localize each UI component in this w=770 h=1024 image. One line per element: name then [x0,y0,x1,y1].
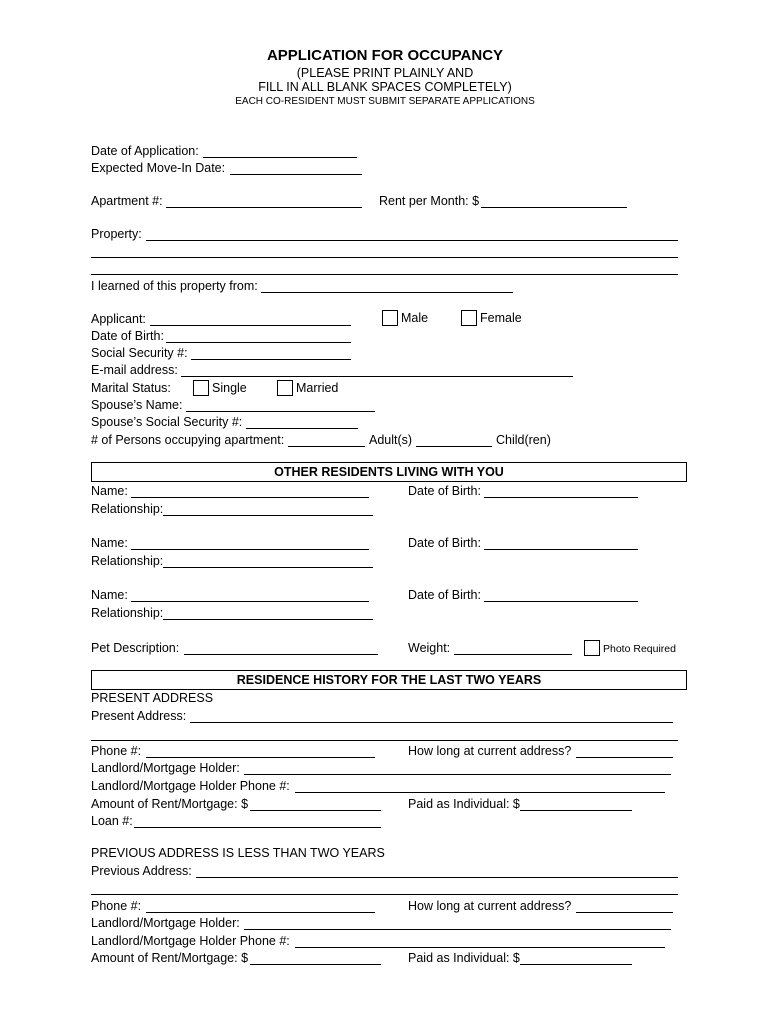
rent-per-month-label: Rent per Month: $ [379,194,480,208]
resident-3-name-field[interactable] [131,601,369,602]
date-of-application-label: Date of Application: [91,144,199,158]
marital-status-label: Marital Status: [91,381,171,395]
married-checkbox[interactable] [277,380,293,396]
present-amount-field[interactable] [250,810,381,811]
male-checkbox[interactable] [382,310,398,326]
present-phone-field[interactable] [146,757,375,758]
spouse-name-field[interactable] [186,411,375,412]
present-address-field-1[interactable] [190,722,673,723]
spouse-name-label: Spouse’s Name: [91,398,183,412]
present-amount-label: Amount of Rent/Mortgage: $ [91,797,249,811]
persons-label: # of Persons occupying apartment: [91,433,285,447]
resident-2-name-field[interactable] [131,549,369,550]
present-phone-label: Phone #: [91,744,142,758]
resident-1-name-field[interactable] [131,497,369,498]
male-label: Male [401,311,429,325]
previous-paid-individual-label: Paid as Individual: $ [408,951,520,965]
resident-3-dob-label: Date of Birth: [408,588,481,602]
photo-required-checkbox[interactable] [584,640,600,656]
other-residents-heading-text: OTHER RESIDENTS LIVING WITH YOU [274,465,504,479]
form-title: APPLICATION FOR OCCUPANCY [266,47,504,64]
expected-move-in-label: Expected Move-In Date: [91,161,226,175]
apartment-field[interactable] [166,207,362,208]
present-address-heading: PRESENT ADDRESS [91,691,214,705]
previous-landlord-field[interactable] [244,929,671,930]
present-landlord-phone-label: Landlord/Mortgage Holder Phone #: [91,779,290,793]
previous-address-heading: PREVIOUS ADDRESS IS LESS THAN TWO YEARS [91,846,385,860]
previous-paid-individual-field[interactable] [520,964,632,965]
property-label: Property: [91,227,142,241]
property-field-3[interactable] [91,274,678,275]
female-label: Female [480,311,522,325]
previous-address-field-2[interactable] [91,894,678,895]
loan-label: Loan #: [91,814,133,828]
present-landlord-phone-field[interactable] [295,792,665,793]
present-paid-individual-label: Paid as Individual: $ [408,797,520,811]
previous-how-long-field[interactable] [576,912,673,913]
single-checkbox[interactable] [193,380,209,396]
previous-phone-label: Phone #: [91,899,142,913]
single-label: Single [212,381,247,395]
applicant-label: Applicant: [91,312,146,326]
ssn-label: Social Security #: [91,346,188,360]
dob-field[interactable] [166,342,351,343]
pet-description-field[interactable] [184,654,378,655]
resident-1-dob-field[interactable] [484,497,638,498]
photo-required-label: Photo Required [603,643,676,655]
previous-how-long-label: How long at current address? [408,899,572,913]
weight-label: Weight: [408,641,451,655]
previous-amount-field[interactable] [250,964,381,965]
present-landlord-field[interactable] [244,774,671,775]
adults-label: Adult(s) [369,433,413,447]
dob-label: Date of Birth: [91,329,164,343]
previous-landlord-phone-field[interactable] [295,947,665,948]
loan-field[interactable] [134,827,381,828]
property-field-1[interactable] [146,240,678,241]
form-subtitle-3: EACH CO-RESIDENT MUST SUBMIT SEPARATE APPLICATIONS [235,96,535,107]
married-label: Married [296,381,339,395]
weight-field[interactable] [454,654,572,655]
spouse-ssn-field[interactable] [246,428,358,429]
resident-3-relationship-label: Relationship: [91,606,164,620]
form-subtitle-1: (PLEASE PRINT PLAINLY AND [296,66,474,80]
resident-1-relationship-label: Relationship: [91,502,164,516]
ssn-field[interactable] [191,359,351,360]
previous-address-field-1[interactable] [196,877,678,878]
present-paid-individual-field[interactable] [520,810,632,811]
resident-3-relationship-field[interactable] [163,619,373,620]
resident-2-relationship-label: Relationship: [91,554,164,568]
resident-1-dob-label: Date of Birth: [408,484,481,498]
previous-amount-label: Amount of Rent/Mortgage: $ [91,951,249,965]
resident-1-name-label: Name: [91,484,128,498]
date-of-application-field[interactable] [203,157,357,158]
learned-from-label: I learned of this property from: [91,279,258,293]
adults-field[interactable] [288,446,365,447]
learned-from-field[interactable] [261,292,513,293]
apartment-label: Apartment #: [91,194,163,208]
resident-2-dob-field[interactable] [484,549,638,550]
present-address-label: Present Address: [91,709,187,723]
resident-2-name-label: Name: [91,536,128,550]
present-landlord-label: Landlord/Mortgage Holder: [91,761,240,775]
present-how-long-field[interactable] [576,757,673,758]
email-label: E-mail address: [91,363,178,377]
form-subtitle-2: FILL IN ALL BLANK SPACES COMPLETELY) [258,80,512,94]
email-field[interactable] [181,376,573,377]
previous-landlord-label: Landlord/Mortgage Holder: [91,916,240,930]
resident-3-name-label: Name: [91,588,128,602]
applicant-field[interactable] [150,325,351,326]
previous-address-label: Previous Address: [91,864,192,878]
expected-move-in-field[interactable] [230,174,362,175]
property-field-2[interactable] [91,257,678,258]
resident-2-dob-label: Date of Birth: [408,536,481,550]
residence-history-heading-text: RESIDENCE HISTORY FOR THE LAST TWO YEARS [236,673,542,687]
previous-landlord-phone-label: Landlord/Mortgage Holder Phone #: [91,934,290,948]
other-residents-heading [91,462,687,482]
previous-phone-field[interactable] [146,912,375,913]
present-how-long-label: How long at current address? [408,744,572,758]
female-checkbox[interactable] [461,310,477,326]
rent-per-month-field[interactable] [481,207,627,208]
resident-2-relationship-field[interactable] [163,567,373,568]
children-field[interactable] [416,446,492,447]
pet-description-label: Pet Description: [91,641,180,655]
present-address-field-2[interactable] [91,740,678,741]
resident-1-relationship-field[interactable] [163,515,373,516]
residence-history-heading [91,670,687,690]
spouse-ssn-label: Spouse’s Social Security #: [91,415,243,429]
resident-3-dob-field[interactable] [484,601,638,602]
children-label: Child(ren) [496,433,551,447]
